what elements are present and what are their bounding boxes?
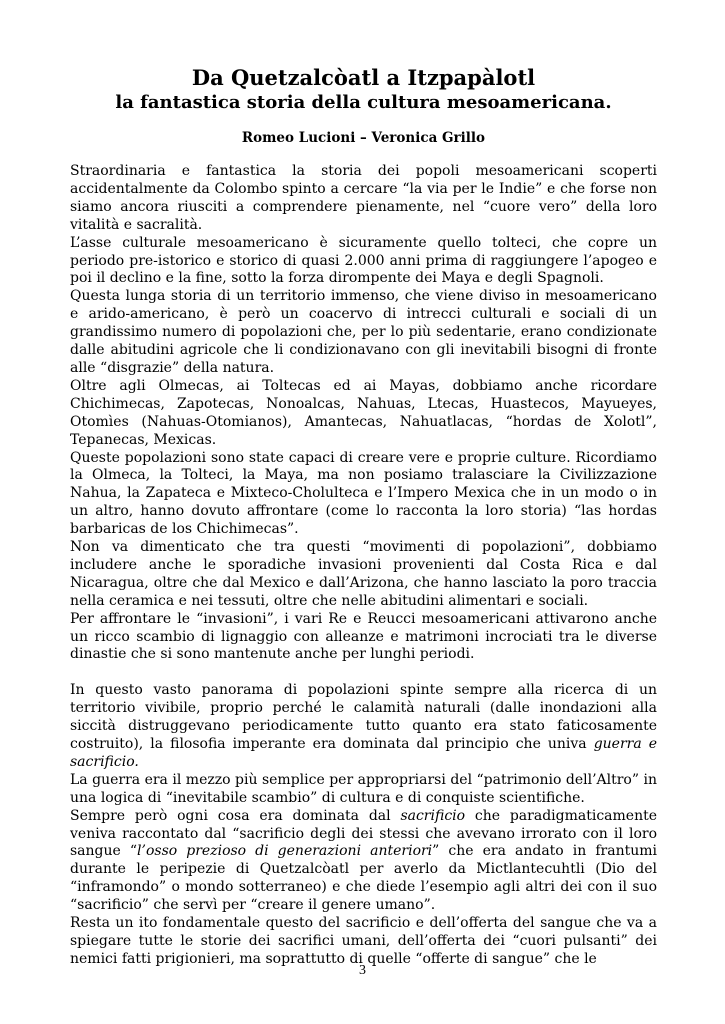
document-subtitle: la fantastica storia della cultura mesoamericana. <box>115 92 612 113</box>
body-paragraph: Resta un ito fondamentale questo del sacrificio e dell’offerta del sangue che va a spiegare tutte le storie dei sacrifici umani, dell’offerta dei “cuori pulsanti” dei nemici fatti prigionieri, ma soprattutto di quelle “offerte di sangue” che le <box>70 915 657 967</box>
body-paragraph: Questa lunga storia di un territorio immenso, che viene diviso in mesoamericano e arido-americano, è però un coacervo di intrecci culturali e sociali di un grandissimo numero di popolazioni che, per lo più sedentarie, erano condizionate dalle abitudini agricole che li condizionavano con gli inevitabili bisogni di fronte alle “disgrazie” della natura. <box>70 288 657 376</box>
italic-text: l’osso prezioso di generazioni anteriori <box>137 843 433 860</box>
body-paragraph <box>70 808 657 915</box>
body-paragraph: Queste popolazioni sono state capaci di creare vere e proprie culture. Ricordiamo la Olmeca, la Tolteci, la Maya, ma non posiamo tralasciare la Civilizzazione Nahua, la Zapateca e Mixteco-Cholulteca e l’Impero Mexica che in un modo o in un altro, hanno dovuto affrontare (come lo racconta la loro storia) “las hordas barbaricas de los Chichimecas”. <box>70 449 657 538</box>
document-authors: Romeo Lucioni – Veronica Grillo <box>241 130 486 146</box>
body-paragraph: Per affrontare le “invasioni”, i vari Re e Reucci mesoamericani attivarono anche un ricco scambio di lignaggio con alleanze e matrimoni incrociati tra le diverse dinastie che si sono mantenute anche per lunghi periodi. <box>70 610 657 663</box>
text-run: In questo vasto panorama di popolazioni spinte sempre alla ricerca di un territorio vivibile, proprio perché le calamità naturali (dalle inondazioni alla siccità distruggevano periodicamente tutto quanto era stato faticosamente costruito), la filosofia imperante era dominata dal principio che univa <box>70 682 657 752</box>
text-run: ” che era andato in frantumi durante le peripezie di Quetzalcòatl per averlo da Mictlantecuhtli (Dio del “inframondo” o mondo sotterraneo) e che diede l’esempio agli altri dei con il suo “sacrificio” che servì per “creare il genere umano”. <box>70 843 658 914</box>
text-run: Sempre però ogni cosa era dominata dal <box>70 807 401 824</box>
text-run: che paradigmaticamente veniva raccontato dal “sacrificio degli dei stessi che avevano irrorato con il loro sangue “ <box>70 807 657 860</box>
document-title: Da Quetzalcòatl a Itzpapàlotl <box>191 65 536 90</box>
body-paragraph <box>70 682 657 772</box>
page-number: 3 <box>359 963 366 978</box>
body-paragraph: L’asse culturale mesoamericano è sicuramente quello tolteci, che copre un periodo pre-istorico e storico di quasi 2.000 anni prima di raggiungere l’apogeo e poi il declino e la fine, sotto la forza dirompente dei Maya e degli Spagnoli. <box>70 234 657 287</box>
italic-text: guerra e sacrificio. <box>70 735 657 770</box>
body-paragraph: Non va dimenticato che tra questi “movimenti di popolazioni”, dobbiamo includere anche le sporadiche invasioni provenienti dal Costa Rica e dal Nicaragua, oltre che dal Mexico e dall’Arizona, che hanno lasciato la poro traccia nella ceramica e nei tessuti, oltre che nelle abitudini alimentari e sociali. <box>70 539 657 609</box>
italic-text: sacrificio <box>400 807 466 824</box>
document-body <box>70 163 657 969</box>
body-paragraph: Oltre agli Olmecas, ai Toltecas ed ai Mayas, dobbiamo anche ricordare Chichimecas, Zapotecas, Nonoalcas, Nahuas, Ltecas, Huastecos, Mayueyes, Otomìes (Nahuas-Otomianos), Amantecas, Nahuatlacas, “hordas de Xolotl”, Tepanecas, Mexicas. <box>70 377 657 448</box>
body-paragraph: La guerra era il mezzo più semplice per appropriarsi del “patrimonio dell’Altro” in una logica di “inevitabile scambio” di cultura e di conquiste scientifiche. <box>70 771 657 806</box>
body-paragraph: Straordinaria e fantastica la storia dei popoli mesoamericani scoperti accidentalmente da Colombo spinto a cercare “la via per le Indie” e che forse non siamo ancora riusciti a comprendere pienamente, nel “cuore vero” della loro vitalità e sacralità. <box>70 163 657 233</box>
